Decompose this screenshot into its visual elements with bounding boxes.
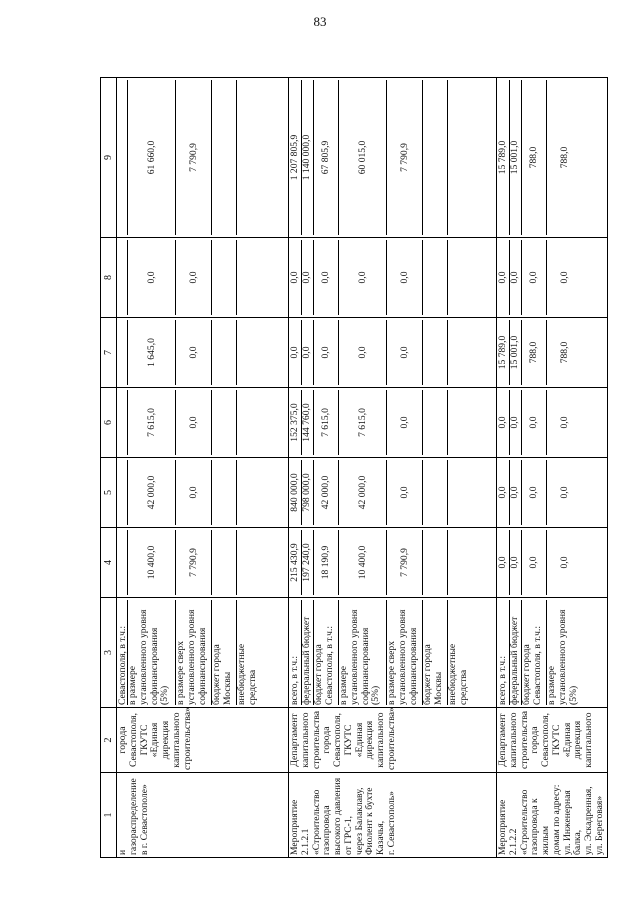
col-header-5: 5 <box>101 458 117 528</box>
rotated-table-wrapper <box>100 78 605 858</box>
executor-cell: города Севастополя, ГКУТС «Единая дирекция капитального строительства» <box>117 708 289 773</box>
col-header-7: 7 <box>101 318 117 388</box>
value-cell: 0,0 0,0 <box>117 238 289 318</box>
value-cell: 215 430,9 197 240,0 18 190,9 10 400,0 7 790,9 <box>289 528 497 598</box>
value-cell: 7 615,0 0,0 <box>117 388 289 458</box>
value-cell: 0,0 0,0 0,0 0,0 <box>497 458 607 528</box>
value-cell: 0,0 0,0 0,0 0,0 <box>497 238 607 318</box>
page-number: 83 <box>313 14 327 29</box>
executor-cell: Департамент капитального строительства города Севастополя, ГКУТС «Единая дирекция капитального <box>497 708 607 773</box>
total-cell: 15 789,0 15 001,0 788,0 788,0 <box>497 78 607 238</box>
value-cell: 840 000,0 798 000,0 42 000,0 42 000,0 0,0 <box>289 458 497 528</box>
section-row <box>497 78 607 858</box>
column-number-row <box>101 78 117 858</box>
executor-cell: Департамент капитального строительства города Севастополя, ГКУТС «Единая дирекция капитального строительства» <box>289 708 497 773</box>
col-header-6: 6 <box>101 388 117 458</box>
col-header-4: 4 <box>101 528 117 598</box>
value-cell: 0,0 0,0 0,0 0,0 0,0 <box>289 238 497 318</box>
budget-table <box>100 77 608 858</box>
funding-source-cell: всего, в т.ч.: федеральный бюджет бюджет города Севастополя, в т.ч.: в размере установленного уровня (5%) <box>497 598 607 708</box>
value-cell: 0,0 0,0 0,0 0,0 <box>497 388 607 458</box>
total-cell: 1 207 805,9 1 140 000,0 67 805,9 60 015,0 7 790,9 <box>289 78 497 238</box>
funding-source-cell: всего, в т.ч.: федеральный бюджет бюджет города Севастополя, в т.ч.: в размере установленного уровня софинансирования (5%) в размере сверх установленного уровня софинансирования бюджет города Москвы внебюджетные средства <box>289 598 497 708</box>
value-cell: 1 645,0 0,0 <box>117 318 289 388</box>
col-header-1: 1 <box>101 773 117 858</box>
section-row <box>289 78 497 858</box>
col-header-9: 9 <box>101 78 117 238</box>
activity-name: Мероприятие 2.1.2.2 «Строительство газопровода к жилым домам по адресу: ул. Инженерная балка, ул. Эскадренная, ул. Береговая» <box>497 773 607 858</box>
value-cell: 0,0 0,0 0,0 0,0 0,0 <box>289 318 497 388</box>
activity-name: и газораспределение в г. Севастополе» <box>117 773 289 858</box>
col-header-2: 2 <box>101 708 117 773</box>
funding-source-cell: Севастополя, в т.ч.: в размере установленного уровня софинансирования (5%) в размере сверх установленного уровня софинансирования бюджет города Москвы внебюджетные средства <box>117 598 289 708</box>
col-header-3: 3 <box>101 598 117 708</box>
col-header-8: 8 <box>101 238 117 318</box>
total-cell: 61 660,0 7 790,9 <box>117 78 289 238</box>
value-cell: 42 000,0 0,0 <box>117 458 289 528</box>
value-cell: 152 375,0 144 760,0 7 615,0 7 615,0 0,0 <box>289 388 497 458</box>
section-row <box>117 78 289 858</box>
value-cell: 10 400,0 7 790,9 <box>117 528 289 598</box>
value-cell: 0,0 0,0 0,0 0,0 <box>497 528 607 598</box>
activity-name: Мероприятие 2.1.2.1 «Строительство газопровода высокого давления от ГРС-1, через Балаклаву, Фиолент к бухте Казачья, г. Севастополь» <box>289 773 497 858</box>
value-cell: 15 789,0 15 001,0 788,0 788,0 <box>497 318 607 388</box>
